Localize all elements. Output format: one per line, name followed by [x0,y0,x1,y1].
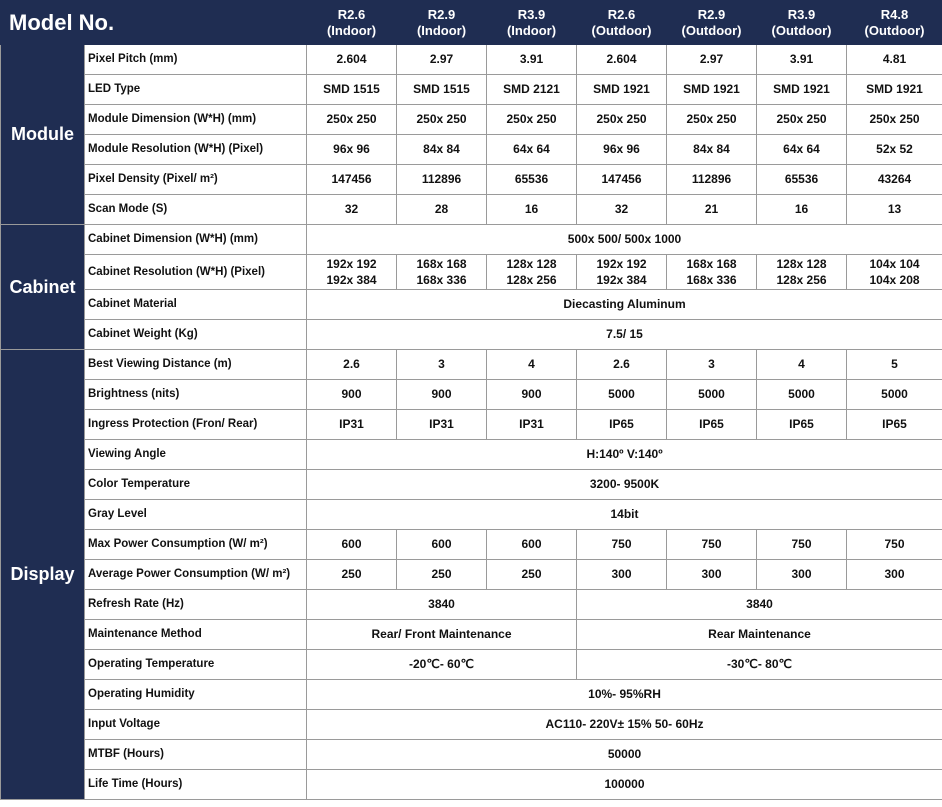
param-label: Ingress Protection (Fron/ Rear) [85,410,307,440]
value-cell: 300 [577,560,667,590]
row-module-resolution [1,135,942,165]
value-cell: SMD 2121 [487,75,577,105]
value-cell: 112896 [397,165,487,195]
value-cell: 104x 104 104x 208 [847,255,942,290]
param-label: Brightness (nits) [85,380,307,410]
value-cell: SMD 1515 [397,75,487,105]
value-cell: 192x 192 192x 384 [307,255,397,290]
value-cell: IP65 [757,410,847,440]
value-cell: 250 [487,560,577,590]
row-ingress-protection [1,410,942,440]
row-brightness [1,380,942,410]
value-cell: 65536 [757,165,847,195]
value-cell: 43264 [847,165,942,195]
param-label: Scan Mode (S) [85,195,307,225]
section-display: Display [1,350,85,800]
value-cell: 7.5/ 15 [307,320,942,350]
row-operating-temperature [1,650,942,680]
value-cell: 4.81 [847,45,942,75]
value-cell: 128x 128 128x 256 [487,255,577,290]
value-cell: 250x 250 [757,105,847,135]
section-module: Module [1,45,85,225]
value-cell: 2.604 [307,45,397,75]
value-cell: 4 [487,350,577,380]
value-cell: 250x 250 [847,105,942,135]
value-cell: 65536 [487,165,577,195]
row-life-time [1,770,942,800]
value-cell: SMD 1921 [847,75,942,105]
value-cell: 750 [757,530,847,560]
value-cell: H:140º V:140º [307,440,942,470]
value-cell: SMD 1515 [307,75,397,105]
value-cell: 3200- 9500K [307,470,942,500]
param-label: Operating Humidity [85,680,307,710]
row-cabinet-weight [1,320,942,350]
value-cell: 32 [577,195,667,225]
value-cell: 600 [397,530,487,560]
param-label: Cabinet Dimension (W*H) (mm) [85,225,307,255]
value-cell: SMD 1921 [577,75,667,105]
value-cell: 750 [667,530,757,560]
model-header: R2.9 (Indoor) [397,1,487,45]
value-cell: 600 [307,530,397,560]
value-cell-outdoor: Rear Maintenance [577,620,942,650]
value-cell: 250x 250 [487,105,577,135]
value-cell: 300 [757,560,847,590]
row-color-temperature [1,470,942,500]
value-cell: 250x 250 [397,105,487,135]
value-cell: 900 [487,380,577,410]
row-refresh-rate [1,590,942,620]
value-cell: 128x 128 128x 256 [757,255,847,290]
param-label: LED Type [85,75,307,105]
section-cabinet: Cabinet [1,225,85,350]
value-cell: 64x 64 [757,135,847,165]
value-cell: 2.6 [307,350,397,380]
value-cell: 96x 96 [577,135,667,165]
value-cell: 13 [847,195,942,225]
value-cell: 14bit [307,500,942,530]
param-label: Pixel Pitch (mm) [85,45,307,75]
value-cell: 96x 96 [307,135,397,165]
row-cabinet-dimension [1,225,942,255]
value-cell: 32 [307,195,397,225]
row-maintenance [1,620,942,650]
param-label: Pixel Density (Pixel/ m²) [85,165,307,195]
value-cell-outdoor: -30℃- 80℃ [577,650,942,680]
value-cell: 3.91 [757,45,847,75]
value-cell: 147456 [577,165,667,195]
value-cell-outdoor: 3840 [577,590,942,620]
value-cell: 3.91 [487,45,577,75]
param-label: Module Resolution (W*H) (Pixel) [85,135,307,165]
row-module-dimension [1,105,942,135]
value-cell: AC110- 220V± 15% 50- 60Hz [307,710,942,740]
value-cell: IP65 [667,410,757,440]
value-cell: 2.604 [577,45,667,75]
value-cell: 168x 168 168x 336 [667,255,757,290]
value-cell: 900 [397,380,487,410]
value-cell: 600 [487,530,577,560]
model-no-title: Model No. [1,1,307,45]
value-cell: 250 [307,560,397,590]
value-cell: 28 [397,195,487,225]
value-cell: 2.97 [397,45,487,75]
model-header: R3.9 (Indoor) [487,1,577,45]
value-cell: 84x 84 [667,135,757,165]
row-pixel-density [1,165,942,195]
value-cell: 500x 500/ 500x 1000 [307,225,942,255]
value-cell: 16 [487,195,577,225]
value-cell: 3 [667,350,757,380]
value-cell-indoor: -20℃- 60℃ [307,650,577,680]
row-cabinet-resolution [1,255,942,290]
param-label: Gray Level [85,500,307,530]
param-label: Life Time (Hours) [85,770,307,800]
value-cell: 900 [307,380,397,410]
value-cell: 100000 [307,770,942,800]
header-row [1,1,942,45]
value-cell: SMD 1921 [757,75,847,105]
value-cell: 5 [847,350,942,380]
row-viewing-angle [1,440,942,470]
param-label: Average Power Consumption (W/ m²) [85,560,307,590]
value-cell: 52x 52 [847,135,942,165]
value-cell: 112896 [667,165,757,195]
row-operating-humidity [1,680,942,710]
model-header: R2.6 (Outdoor) [577,1,667,45]
param-label: Color Temperature [85,470,307,500]
row-scan-mode [1,195,942,225]
model-header: R3.9 (Outdoor) [757,1,847,45]
value-cell: 84x 84 [397,135,487,165]
value-cell: IP65 [577,410,667,440]
param-label: Operating Temperature [85,650,307,680]
model-header: R4.8 (Outdoor) [847,1,942,45]
value-cell: 10%- 95%RH [307,680,942,710]
row-led-type [1,75,942,105]
row-gray-level [1,500,942,530]
param-label: Best Viewing Distance (m) [85,350,307,380]
value-cell: 250x 250 [307,105,397,135]
value-cell: 5000 [757,380,847,410]
value-cell: 3 [397,350,487,380]
value-cell: 147456 [307,165,397,195]
value-cell: IP65 [847,410,942,440]
value-cell: 16 [757,195,847,225]
value-cell: 2.97 [667,45,757,75]
param-label: Maintenance Method [85,620,307,650]
row-mtbf [1,740,942,770]
row-best-viewing [1,350,942,380]
value-cell: 21 [667,195,757,225]
value-cell: 2.6 [577,350,667,380]
value-cell: 750 [847,530,942,560]
param-label: Viewing Angle [85,440,307,470]
value-cell: IP31 [307,410,397,440]
model-header: R2.9 (Outdoor) [667,1,757,45]
param-label: Module Dimension (W*H) (mm) [85,105,307,135]
value-cell: 250x 250 [577,105,667,135]
value-cell: 4 [757,350,847,380]
value-cell: 750 [577,530,667,560]
param-label: Input Voltage [85,710,307,740]
param-label: Cabinet Weight (Kg) [85,320,307,350]
value-cell-indoor: 3840 [307,590,577,620]
model-header: R2.6 (Indoor) [307,1,397,45]
row-avg-power [1,560,942,590]
value-cell: 64x 64 [487,135,577,165]
value-cell-indoor: Rear/ Front Maintenance [307,620,577,650]
row-pixel-pitch [1,45,942,75]
param-label: Refresh Rate (Hz) [85,590,307,620]
value-cell: IP31 [487,410,577,440]
value-cell: 192x 192 192x 384 [577,255,667,290]
value-cell: IP31 [397,410,487,440]
value-cell: 50000 [307,740,942,770]
value-cell: 5000 [847,380,942,410]
row-max-power [1,530,942,560]
value-cell: 300 [667,560,757,590]
param-label: Cabinet Material [85,290,307,320]
param-label: Cabinet Resolution (W*H) (Pixel) [85,255,307,290]
value-cell: Diecasting Aluminum [307,290,942,320]
row-input-voltage [1,710,942,740]
value-cell: 300 [847,560,942,590]
param-label: MTBF (Hours) [85,740,307,770]
row-cabinet-material [1,290,942,320]
value-cell: 250 [397,560,487,590]
value-cell: 250x 250 [667,105,757,135]
value-cell: 5000 [667,380,757,410]
value-cell: 5000 [577,380,667,410]
value-cell: SMD 1921 [667,75,757,105]
value-cell: 168x 168 168x 336 [397,255,487,290]
param-label: Max Power Consumption (W/ m²) [85,530,307,560]
